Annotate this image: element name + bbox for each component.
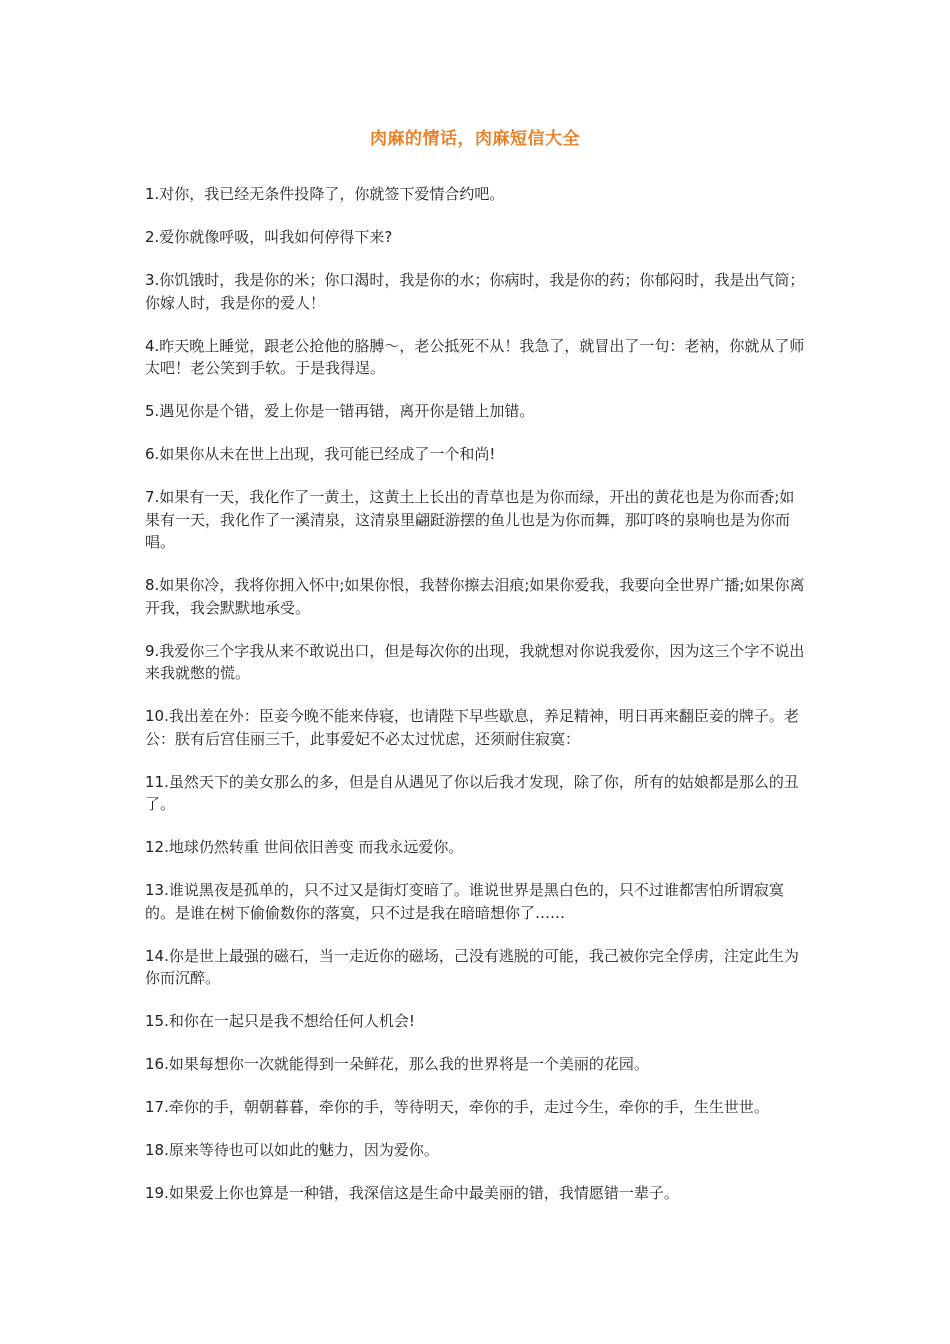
list-item: 8.如果你冷，我将你拥入怀中;如果你恨，我替你擦去泪痕;如果你爱我，我要向全世界广播;如果你离开我，我会默默地承受。	[145, 576, 805, 617]
list-item: 6.如果你从未在世上出现，我可能已经成了一个和尚!	[145, 445, 496, 463]
list-item: 7.如果有一天，我化作了一黄土，这黄土上长出的青草也是为你而绿，开出的黄花也是为你而香;如果有一天，我化作了一溪清泉，这清泉里翩跹游摆的鱼儿也是为你而舞，那叮咚的泉响也是为你而唱。	[145, 488, 795, 551]
list-item: 11.虽然天下的美女那么的多，但是自从遇见了你以后我才发现，除了你，所有的姑娘都是那么的丑了。	[145, 772, 799, 813]
list-item: 17.牵你的手，朝朝暮暮，牵你的手，等待明天，牵你的手，走过今生，牵你的手，生生世世。	[145, 1098, 769, 1116]
list-item: 12.地球仍然转重 世间依旧善变 而我永远爱你。	[145, 838, 464, 856]
list-item: 15.和你在一起只是我不想给任何人机会!	[145, 1012, 415, 1030]
list-item: 19.如果爱上你也算是一种错，我深信这是生命中最美丽的错，我情愿错一辈子。	[145, 1184, 679, 1202]
list-item: 13.谁说黑夜是孤单的，只不过又是街灯变暗了。谁说世界是黑白色的，只不过谁都害怕所谓寂寞的。是谁在树下偷偷数你的落寞，只不过是我在暗暗想你了……	[145, 881, 784, 922]
list-item: 2.爱你就像呼吸，叫我如何停得下来?	[145, 228, 393, 246]
list-item: 4.昨天晚上睡觉，跟老公抢他的胳膊～，老公抵死不从！我急了，就冒出了一句：老衲，你就从了师太吧！老公笑到手软。于是我得逞。	[145, 336, 805, 377]
list-item: 16.如果每想你一次就能得到一朵鲜花，那么我的世界将是一个美丽的花园。	[145, 1055, 649, 1073]
list-item: 18.原来等待也可以如此的魅力，因为爱你。	[145, 1141, 439, 1159]
list-item: 9.我爱你三个字我从来不敢说出口，但是每次你的出现，我就想对你说我爱你，因为这三个字不说出来我就憋的慌。	[145, 641, 805, 682]
message-list	[145, 183, 807, 1225]
page-title: 肉麻的情话，肉麻短信大全	[370, 129, 580, 149]
list-item: 5.遇见你是个错，爱上你是一错再错，离开你是错上加错。	[145, 402, 535, 420]
list-item: 14.你是世上最强的磁石，当一走近你的磁场，己没有逃脱的可能，我己被你完全俘虏，注定此生为你而沉醉。	[145, 946, 799, 987]
list-item: 3.你饥饿时，我是你的米；你口渴时，我是你的水；你病时，我是你的药；你郁闷时，我是出气筒；你嫁人时，我是你的爱人！	[145, 271, 805, 312]
list-item: 1.对你，我已经无条件投降了，你就签下爱情合约吧。	[145, 185, 505, 203]
list-item: 10.我出差在外：臣妾今晚不能来侍寝，也请陛下早些歇息，养足精神，明日再来翻臣妾的牌子。老公：朕有后宫佳丽三千，此事爱妃不必太过忧虑，还须耐住寂寞：	[145, 707, 799, 748]
